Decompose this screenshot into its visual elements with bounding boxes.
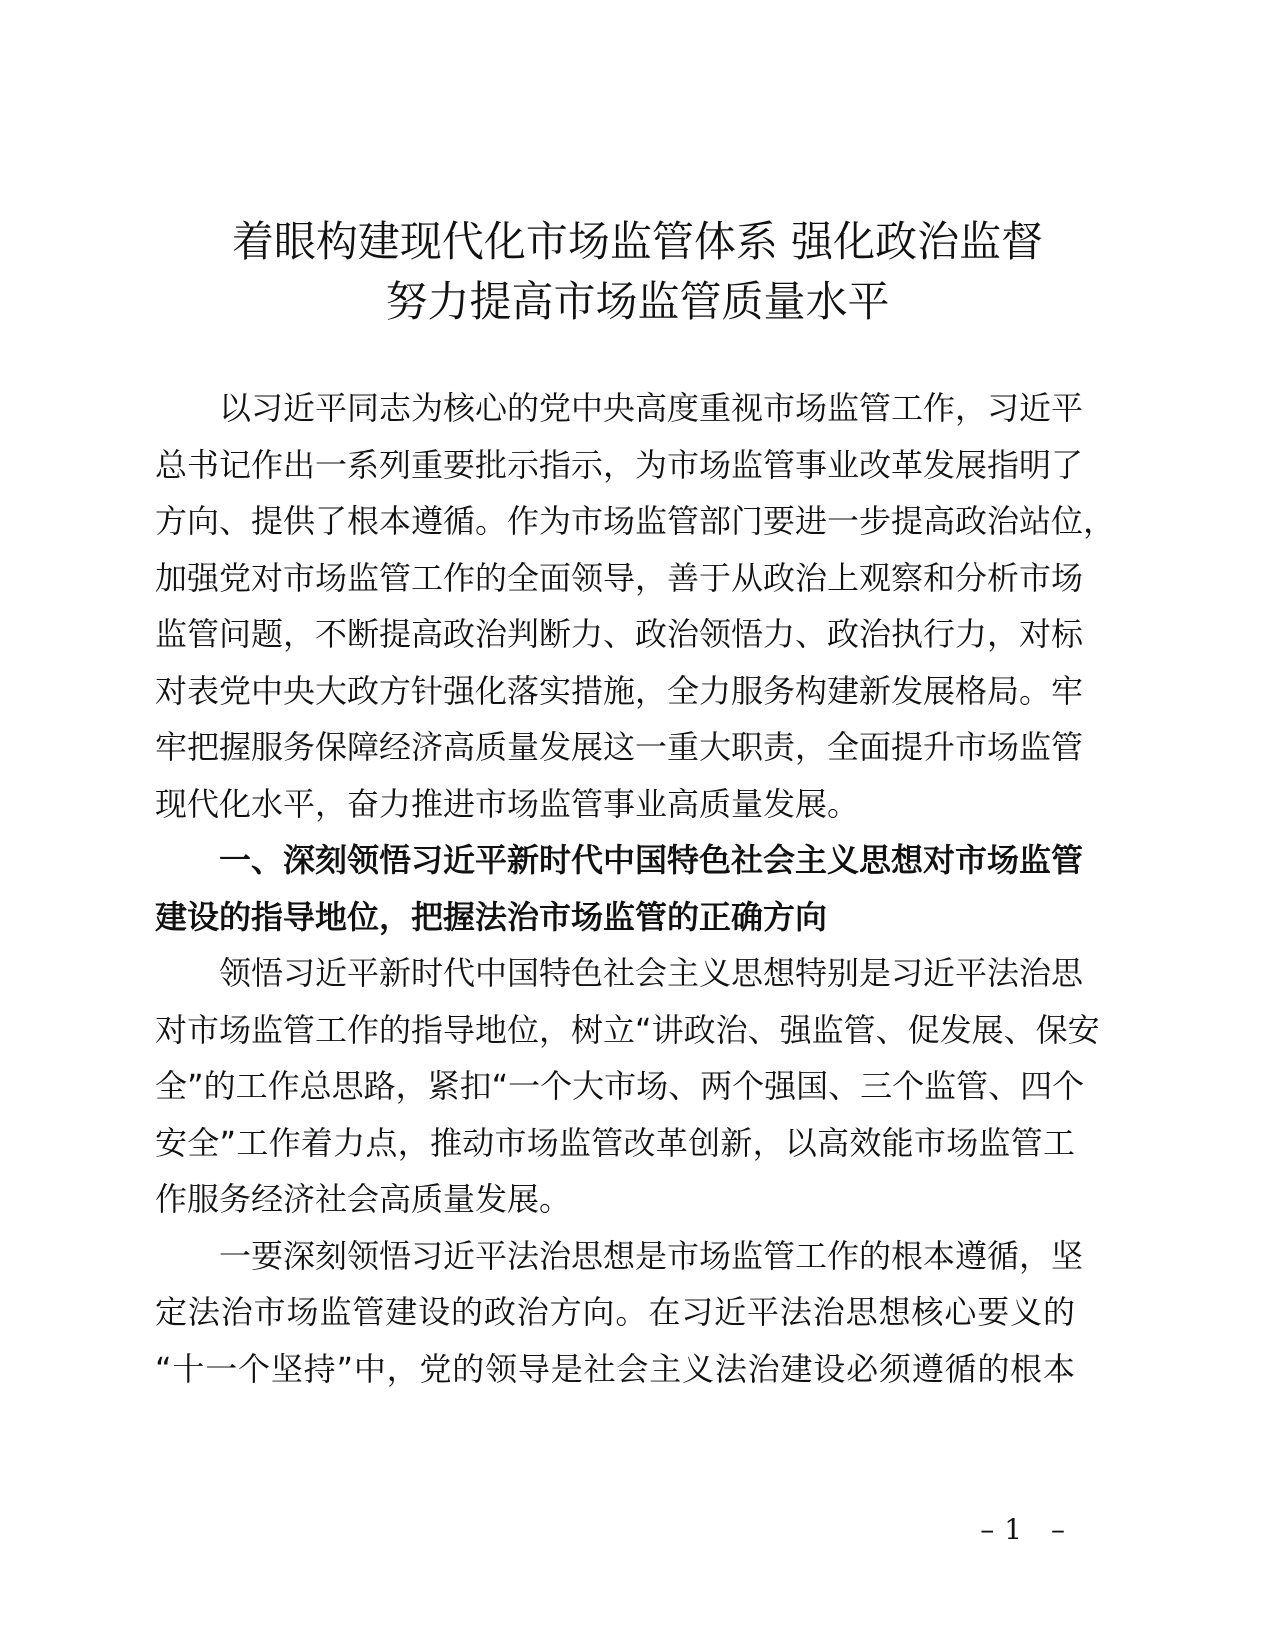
paragraph-3-line-1: 一要深刻领悟习近平法治思想是市场监管工作的根本遵循，坚 [219, 1236, 1084, 1275]
paragraph-2-line-5: 作服务经济社会高质量发展。 [155, 1180, 572, 1218]
document-title [150, 212, 1125, 332]
paragraph-3-line-2: 定法治市场监管建设的政治方向。在习近平法治思想核心要义的 [155, 1293, 1075, 1331]
paragraph-2-line-2: 对市场监管工作的指导地位，树立“讲政治、强监管、促发展、保安 [155, 1010, 1100, 1049]
paragraph-1-line-2: 总书记作出一系列重要批示指示，为市场监管事业改革发展指明了 [155, 445, 1084, 484]
page-number: –1 – [980, 1513, 1075, 1546]
paragraph-3-line-3: “十一个坚持”中，党的领导是社会主义法治建设必须遵循的根本 [155, 1349, 1075, 1388]
paragraph-2-line-3: 全”的工作总思路，紧扣“一个大市场、两个强国、三个监管、四个 [155, 1067, 1085, 1105]
paragraph-1-line-7: 牢把握服务保障经济高质量发展这一重大职责，全面提升市场监管 [155, 728, 1084, 766]
title-line-1: 着眼构建现代化市场监管体系 强化政治监督 [231, 217, 1044, 266]
paragraph-2-line-1: 领悟习近平新时代中国特色社会主义思想特别是习近平法治思 [219, 954, 1084, 992]
paragraph-1-line-6: 对表党中央大政方针强化落实措施，全力服务构建新发展格局。牢 [155, 671, 1084, 710]
paragraph-1-line-5: 监管问题，不断提高政治判断力、政治领悟力、政治执行力，对标 [155, 615, 1084, 653]
paragraph-2-line-4: 安全”工作着力点，推动市场监管改革创新，以高效能市场监管工 [155, 1123, 1075, 1162]
paragraph-1-line-3: 方向、提供了根本遵循。作为市场监管部门要进一步提高政治站位， [155, 502, 1116, 540]
section-heading-line-2: 建设的指导地位，把握法治市场监管的正确方向 [155, 897, 828, 936]
section-heading-line-1: 一、深刻领悟习近平新时代中国特色社会主义思想对市场监管 [219, 841, 1084, 879]
paragraph-1-line-4: 加强党对市场监管工作的全面领导，善于从政治上观察和分析市场 [155, 558, 1084, 597]
paragraph-1-line-8: 现代化水平，奋力推进市场监管事业高质量发展。 [155, 784, 860, 823]
document-body [155, 380, 1116, 1397]
title-line-2: 努力提高市场监管质量水平 [385, 277, 890, 326]
paragraph-1-line-1: 以习近平同志为核心的党中央高度重视市场监管工作，习近平 [219, 389, 1084, 427]
